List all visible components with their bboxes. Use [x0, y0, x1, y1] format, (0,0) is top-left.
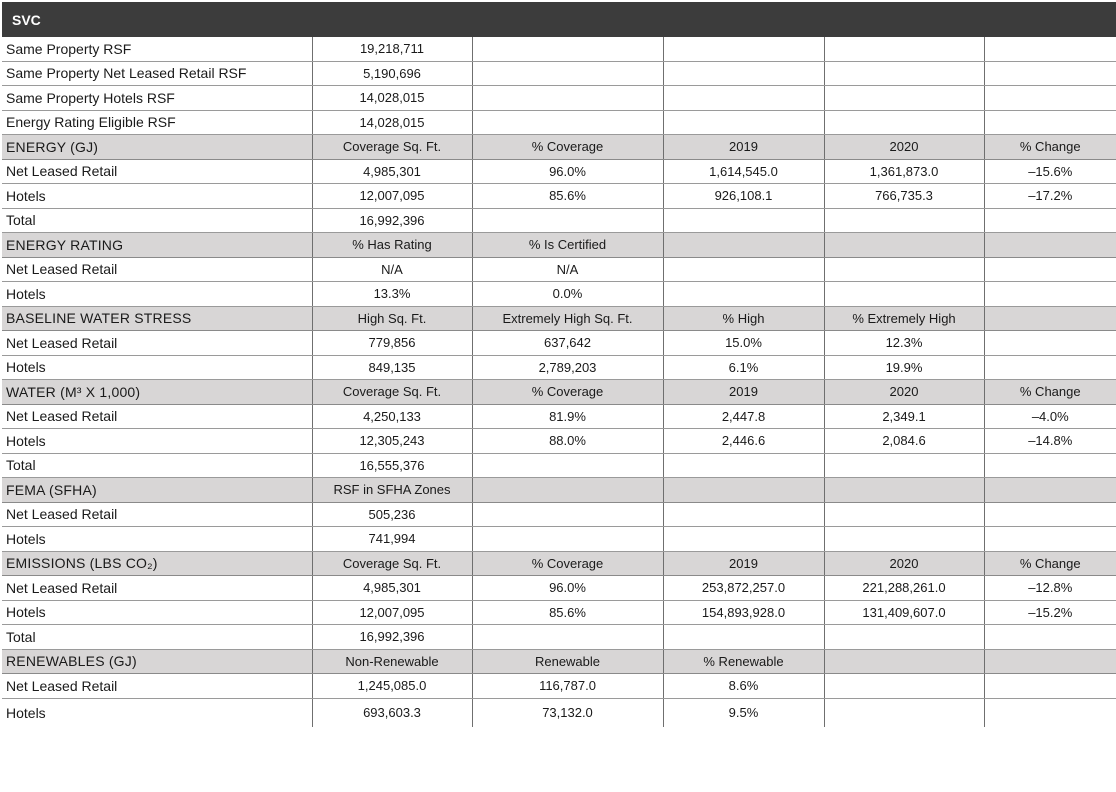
table-cell: 505,236 [312, 502, 472, 527]
table-cell [824, 698, 984, 727]
table-cell [984, 306, 1116, 331]
table-cell: 14,028,015 [312, 110, 472, 135]
table-cell: % Coverage [472, 551, 663, 576]
empty-cell [824, 61, 984, 86]
table-cell [984, 355, 1116, 380]
table-cell [984, 698, 1116, 727]
table-cell: Coverage Sq. Ft. [312, 135, 472, 160]
table-cell: N/A [312, 257, 472, 282]
empty-cell [663, 61, 824, 86]
table-cell [472, 453, 663, 478]
table-cell: 16,992,396 [312, 208, 472, 233]
table-row [2, 257, 1116, 282]
table-row [2, 159, 1116, 184]
table-cell [984, 527, 1116, 552]
table-cell: 637,642 [472, 331, 663, 356]
empty-cell [663, 110, 824, 135]
table-cell [984, 453, 1116, 478]
table-cell [984, 502, 1116, 527]
table-cell: RSF in SFHA Zones [312, 478, 472, 503]
row-label-cell: FEMA (SFHA) [2, 478, 312, 503]
row-label-cell: Total [2, 208, 312, 233]
table-cell: 96.0% [472, 576, 663, 601]
section-header-row [2, 551, 1116, 576]
table-row [2, 674, 1116, 699]
section-header-row [2, 135, 1116, 160]
table-cell [984, 331, 1116, 356]
table-cell: 12.3% [824, 331, 984, 356]
table-cell: 73,132.0 [472, 698, 663, 727]
table-cell: 2020 [824, 551, 984, 576]
table-cell [663, 502, 824, 527]
table-cell: Coverage Sq. Ft. [312, 380, 472, 405]
row-label-cell: Hotels [2, 282, 312, 307]
table-row [2, 502, 1116, 527]
table-cell: 5,190,696 [312, 61, 472, 86]
table-cell: 96.0% [472, 159, 663, 184]
table-cell: 14,028,015 [312, 86, 472, 111]
table-cell [824, 257, 984, 282]
table-cell: % Has Rating [312, 233, 472, 258]
empty-cell [472, 61, 663, 86]
section-header-row [2, 233, 1116, 258]
table-cell: 2019 [663, 380, 824, 405]
table-cell: % Change [984, 551, 1116, 576]
table-cell: % High [663, 306, 824, 331]
table-cell: 4,985,301 [312, 576, 472, 601]
row-label-cell: Hotels [2, 600, 312, 625]
table-row [2, 282, 1116, 307]
row-label-cell: Hotels [2, 355, 312, 380]
table-cell [984, 625, 1116, 650]
table-row [2, 600, 1116, 625]
table-cell: 0.0% [472, 282, 663, 307]
table-cell: 2,446.6 [663, 429, 824, 454]
table-row [2, 208, 1116, 233]
table-cell: 85.6% [472, 184, 663, 209]
row-label-cell: Net Leased Retail [2, 576, 312, 601]
table-cell: 116,787.0 [472, 674, 663, 699]
summary-row [2, 37, 1116, 61]
table-cell [824, 674, 984, 699]
table-cell: 1,245,085.0 [312, 674, 472, 699]
table-cell [984, 282, 1116, 307]
table-cell: 253,872,257.0 [663, 576, 824, 601]
table-cell: 4,250,133 [312, 404, 472, 429]
table-cell [984, 478, 1116, 503]
table-cell: High Sq. Ft. [312, 306, 472, 331]
row-label-cell: ENERGY RATING [2, 233, 312, 258]
table-cell [472, 625, 663, 650]
table-body [2, 37, 1116, 727]
empty-cell [984, 86, 1116, 111]
table-cell [824, 208, 984, 233]
row-label-cell: WATER (M³ X 1,000) [2, 380, 312, 405]
table-cell: 81.9% [472, 404, 663, 429]
table-cell [824, 625, 984, 650]
section-header-row [2, 380, 1116, 405]
summary-row [2, 61, 1116, 86]
empty-cell [472, 110, 663, 135]
empty-cell [824, 86, 984, 111]
table-cell [984, 674, 1116, 699]
row-label-cell: Net Leased Retail [2, 404, 312, 429]
table-cell: 849,135 [312, 355, 472, 380]
table-cell: % Change [984, 135, 1116, 160]
row-label-cell: Same Property RSF [2, 37, 312, 61]
table-cell [663, 478, 824, 503]
table-cell: –4.0% [984, 404, 1116, 429]
table-cell: 154,893,928.0 [663, 600, 824, 625]
table-cell: –12.8% [984, 576, 1116, 601]
table-row [2, 576, 1116, 601]
table-title: SVC [12, 11, 41, 28]
table-row [2, 404, 1116, 429]
table-cell: 13.3% [312, 282, 472, 307]
table-cell: 1,361,873.0 [824, 159, 984, 184]
row-label-cell: Same Property Hotels RSF [2, 86, 312, 111]
table-cell [984, 208, 1116, 233]
table-cell [824, 282, 984, 307]
section-header-row [2, 306, 1116, 331]
table-cell: % Coverage [472, 135, 663, 160]
empty-cell [824, 110, 984, 135]
table-cell [663, 453, 824, 478]
table-cell: 741,994 [312, 527, 472, 552]
table-row [2, 527, 1116, 552]
table-cell: 926,108.1 [663, 184, 824, 209]
table-cell: % Coverage [472, 380, 663, 405]
table-cell: 85.6% [472, 600, 663, 625]
table-cell [824, 649, 984, 674]
table-cell: 2019 [663, 135, 824, 160]
row-label-cell: BASELINE WATER STRESS [2, 306, 312, 331]
row-label-cell: Net Leased Retail [2, 257, 312, 282]
table-cell: 2,789,203 [472, 355, 663, 380]
row-label-cell: Hotels [2, 698, 312, 727]
table-cell [663, 233, 824, 258]
table-cell: 12,007,095 [312, 184, 472, 209]
row-label-cell: Same Property Net Leased Retail RSF [2, 61, 312, 86]
table-cell: Extremely High Sq. Ft. [472, 306, 663, 331]
row-label-cell: ENERGY (GJ) [2, 135, 312, 160]
empty-cell [984, 37, 1116, 61]
table-cell: –17.2% [984, 184, 1116, 209]
section-header-row [2, 649, 1116, 674]
table-cell: 4,985,301 [312, 159, 472, 184]
table-cell [984, 233, 1116, 258]
table-cell: % Renewable [663, 649, 824, 674]
table-row [2, 355, 1116, 380]
table-cell: 8.6% [663, 674, 824, 699]
table-cell: 2,084.6 [824, 429, 984, 454]
row-label-cell: Total [2, 453, 312, 478]
table-cell [472, 478, 663, 503]
table-cell: 19,218,711 [312, 37, 472, 61]
table-cell: 693,603.3 [312, 698, 472, 727]
table-cell: 2020 [824, 380, 984, 405]
table-cell: N/A [472, 257, 663, 282]
table-cell [984, 257, 1116, 282]
empty-cell [984, 110, 1116, 135]
table-cell: Coverage Sq. Ft. [312, 551, 472, 576]
table-cell: 15.0% [663, 331, 824, 356]
empty-cell [472, 37, 663, 61]
table-cell [472, 527, 663, 552]
summary-row [2, 110, 1116, 135]
empty-cell [472, 86, 663, 111]
table-cell [824, 527, 984, 552]
table-cell: –15.6% [984, 159, 1116, 184]
summary-row [2, 86, 1116, 111]
table-cell: 12,305,243 [312, 429, 472, 454]
table-row [2, 429, 1116, 454]
empty-cell [663, 86, 824, 111]
table-cell: 221,288,261.0 [824, 576, 984, 601]
empty-cell [663, 37, 824, 61]
table-cell: 2,447.8 [663, 404, 824, 429]
table-row [2, 184, 1116, 209]
table-cell: Renewable [472, 649, 663, 674]
table-row [2, 453, 1116, 478]
table-cell: 88.0% [472, 429, 663, 454]
table-cell [663, 625, 824, 650]
table-cell [663, 282, 824, 307]
table-cell: 16,555,376 [312, 453, 472, 478]
table-cell: 16,992,396 [312, 625, 472, 650]
table-cell: –14.8% [984, 429, 1116, 454]
row-label-cell: Net Leased Retail [2, 331, 312, 356]
table-cell [472, 208, 663, 233]
row-label-cell: Net Leased Retail [2, 502, 312, 527]
table-cell [663, 257, 824, 282]
table-cell: 19.9% [824, 355, 984, 380]
table-row [2, 331, 1116, 356]
table-cell [824, 233, 984, 258]
table-cell: % Change [984, 380, 1116, 405]
table-cell: 766,735.3 [824, 184, 984, 209]
table-cell: % Is Certified [472, 233, 663, 258]
row-label-cell: Net Leased Retail [2, 159, 312, 184]
row-label-cell: Net Leased Retail [2, 674, 312, 699]
row-label-cell: Energy Rating Eligible RSF [2, 110, 312, 135]
row-label-cell: RENEWABLES (GJ) [2, 649, 312, 674]
table-row [2, 698, 1116, 727]
table-cell [472, 502, 663, 527]
table-cell: 779,856 [312, 331, 472, 356]
table-cell [824, 478, 984, 503]
table-title-bar [2, 2, 1116, 37]
table-cell: 2020 [824, 135, 984, 160]
row-label-cell: Hotels [2, 429, 312, 454]
row-label-cell: EMISSIONS (LBS CO₂) [2, 551, 312, 576]
empty-cell [824, 37, 984, 61]
table-cell: 6.1% [663, 355, 824, 380]
table-cell: % Extremely High [824, 306, 984, 331]
row-label-cell: Hotels [2, 527, 312, 552]
table-cell [984, 649, 1116, 674]
table-cell: 12,007,095 [312, 600, 472, 625]
table-cell: 131,409,607.0 [824, 600, 984, 625]
table-cell [824, 502, 984, 527]
section-header-row [2, 478, 1116, 503]
table-row [2, 625, 1116, 650]
table-cell [824, 453, 984, 478]
row-label-cell: Total [2, 625, 312, 650]
table-cell [663, 527, 824, 552]
data-table [2, 37, 1116, 727]
empty-cell [984, 61, 1116, 86]
table-cell: Non-Renewable [312, 649, 472, 674]
table-cell: 1,614,545.0 [663, 159, 824, 184]
table-cell: 9.5% [663, 698, 824, 727]
table-cell: –15.2% [984, 600, 1116, 625]
table-cell [663, 208, 824, 233]
table-cell: 2,349.1 [824, 404, 984, 429]
row-label-cell: Hotels [2, 184, 312, 209]
table-cell: 2019 [663, 551, 824, 576]
